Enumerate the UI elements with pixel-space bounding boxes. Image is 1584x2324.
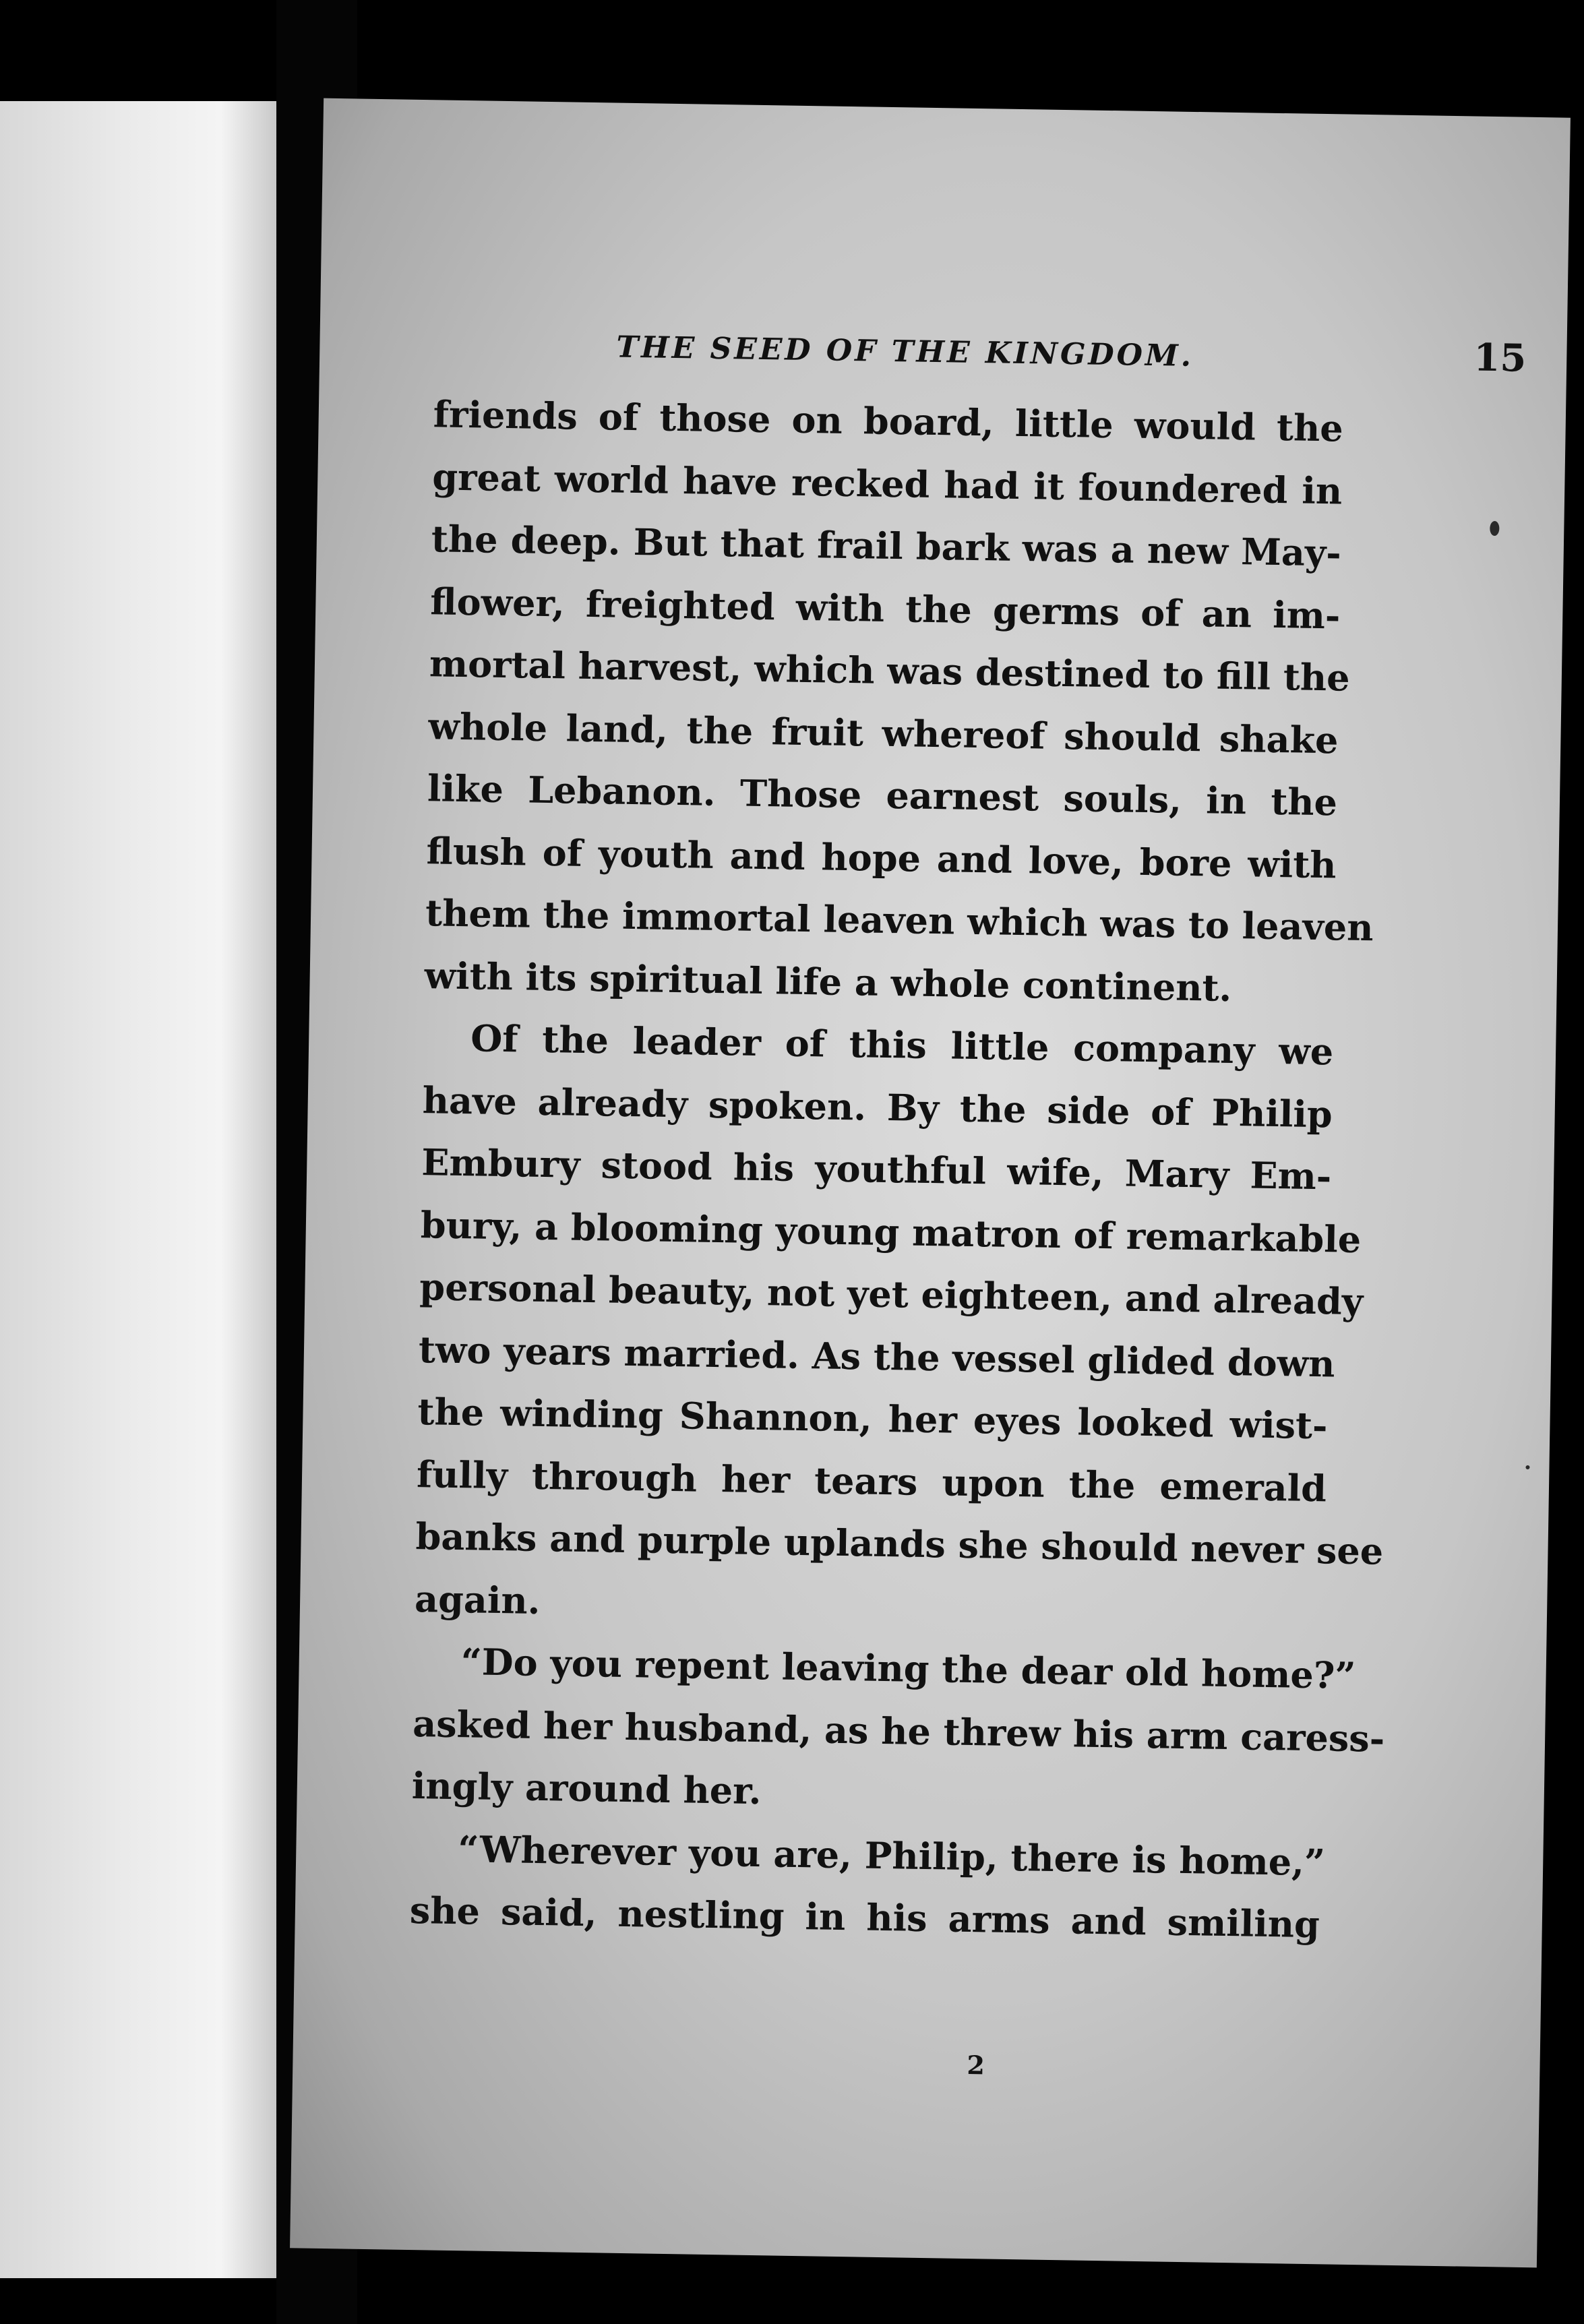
text-line: “Wherever you are, Philip, there is home,” (457, 1827, 1326, 1884)
text-line: again. (414, 1577, 541, 1622)
left-page-edge (0, 101, 276, 2278)
paragraph (424, 383, 1374, 1020)
text-line: two years married. As the vessel glided down (418, 1327, 1335, 1385)
text-line: whole land, the fruit whereof should shake (428, 704, 1339, 762)
text-line: mortal harvest, which was destined to fill the (429, 642, 1351, 700)
print-speck (1490, 521, 1499, 536)
paragraph (414, 1006, 1384, 1644)
running-head-title: THE SEED OF THE KINGDOM. (616, 330, 1194, 373)
text-line: bury, a blooming young matron of remarkable (420, 1202, 1362, 1261)
text-line: Embury stood his youthful wife, Mary Em- (421, 1140, 1332, 1198)
text-line: Of the leader of this little company we (470, 1016, 1334, 1074)
text-line: personal beauty, not yet eighteen, and already (419, 1265, 1364, 1324)
text-line: like Lebanon. Those earnest souls, in the (427, 766, 1338, 824)
text-line: them the immortal leaven which was to leaven (425, 891, 1374, 950)
text-line: banks and purple uplands she should never see (415, 1515, 1384, 1573)
text-line: friends of those on board, little would the (433, 392, 1344, 450)
book-page (290, 98, 1571, 2268)
text-line: the winding Shannon, her eyes looked wist- (417, 1390, 1328, 1448)
text-line: fully through her tears upon the emerald (416, 1452, 1327, 1510)
body-text (409, 383, 1385, 1955)
text-line: have already spoken. By the side of Philip (422, 1078, 1333, 1136)
signature-mark: 2 (967, 2050, 985, 2081)
text-line: ingly around her. (411, 1764, 762, 1813)
text-line: flush of youth and hope and love, bore with (426, 828, 1337, 886)
text-line: with its spiritual life a whole continent. (424, 953, 1232, 1010)
text-line: “Do you repent leaving the dear old home?” (460, 1640, 1357, 1698)
text-line: she said, nestling in his arms and smiling (409, 1889, 1320, 1947)
page-number: 15 (1473, 335, 1527, 381)
paragraph (409, 1817, 1326, 1956)
running-head (616, 322, 1527, 381)
print-speck (1525, 1465, 1529, 1469)
text-line: flower, freighted with the germs of an im- (429, 579, 1341, 637)
text-line: great world have recked had it foundered in (431, 454, 1343, 512)
text-line: asked her husband, as he threw his arm caress- (412, 1701, 1385, 1761)
text-line: the deep. But that frail bark was a new May- (431, 517, 1342, 575)
paragraph (411, 1630, 1385, 1831)
